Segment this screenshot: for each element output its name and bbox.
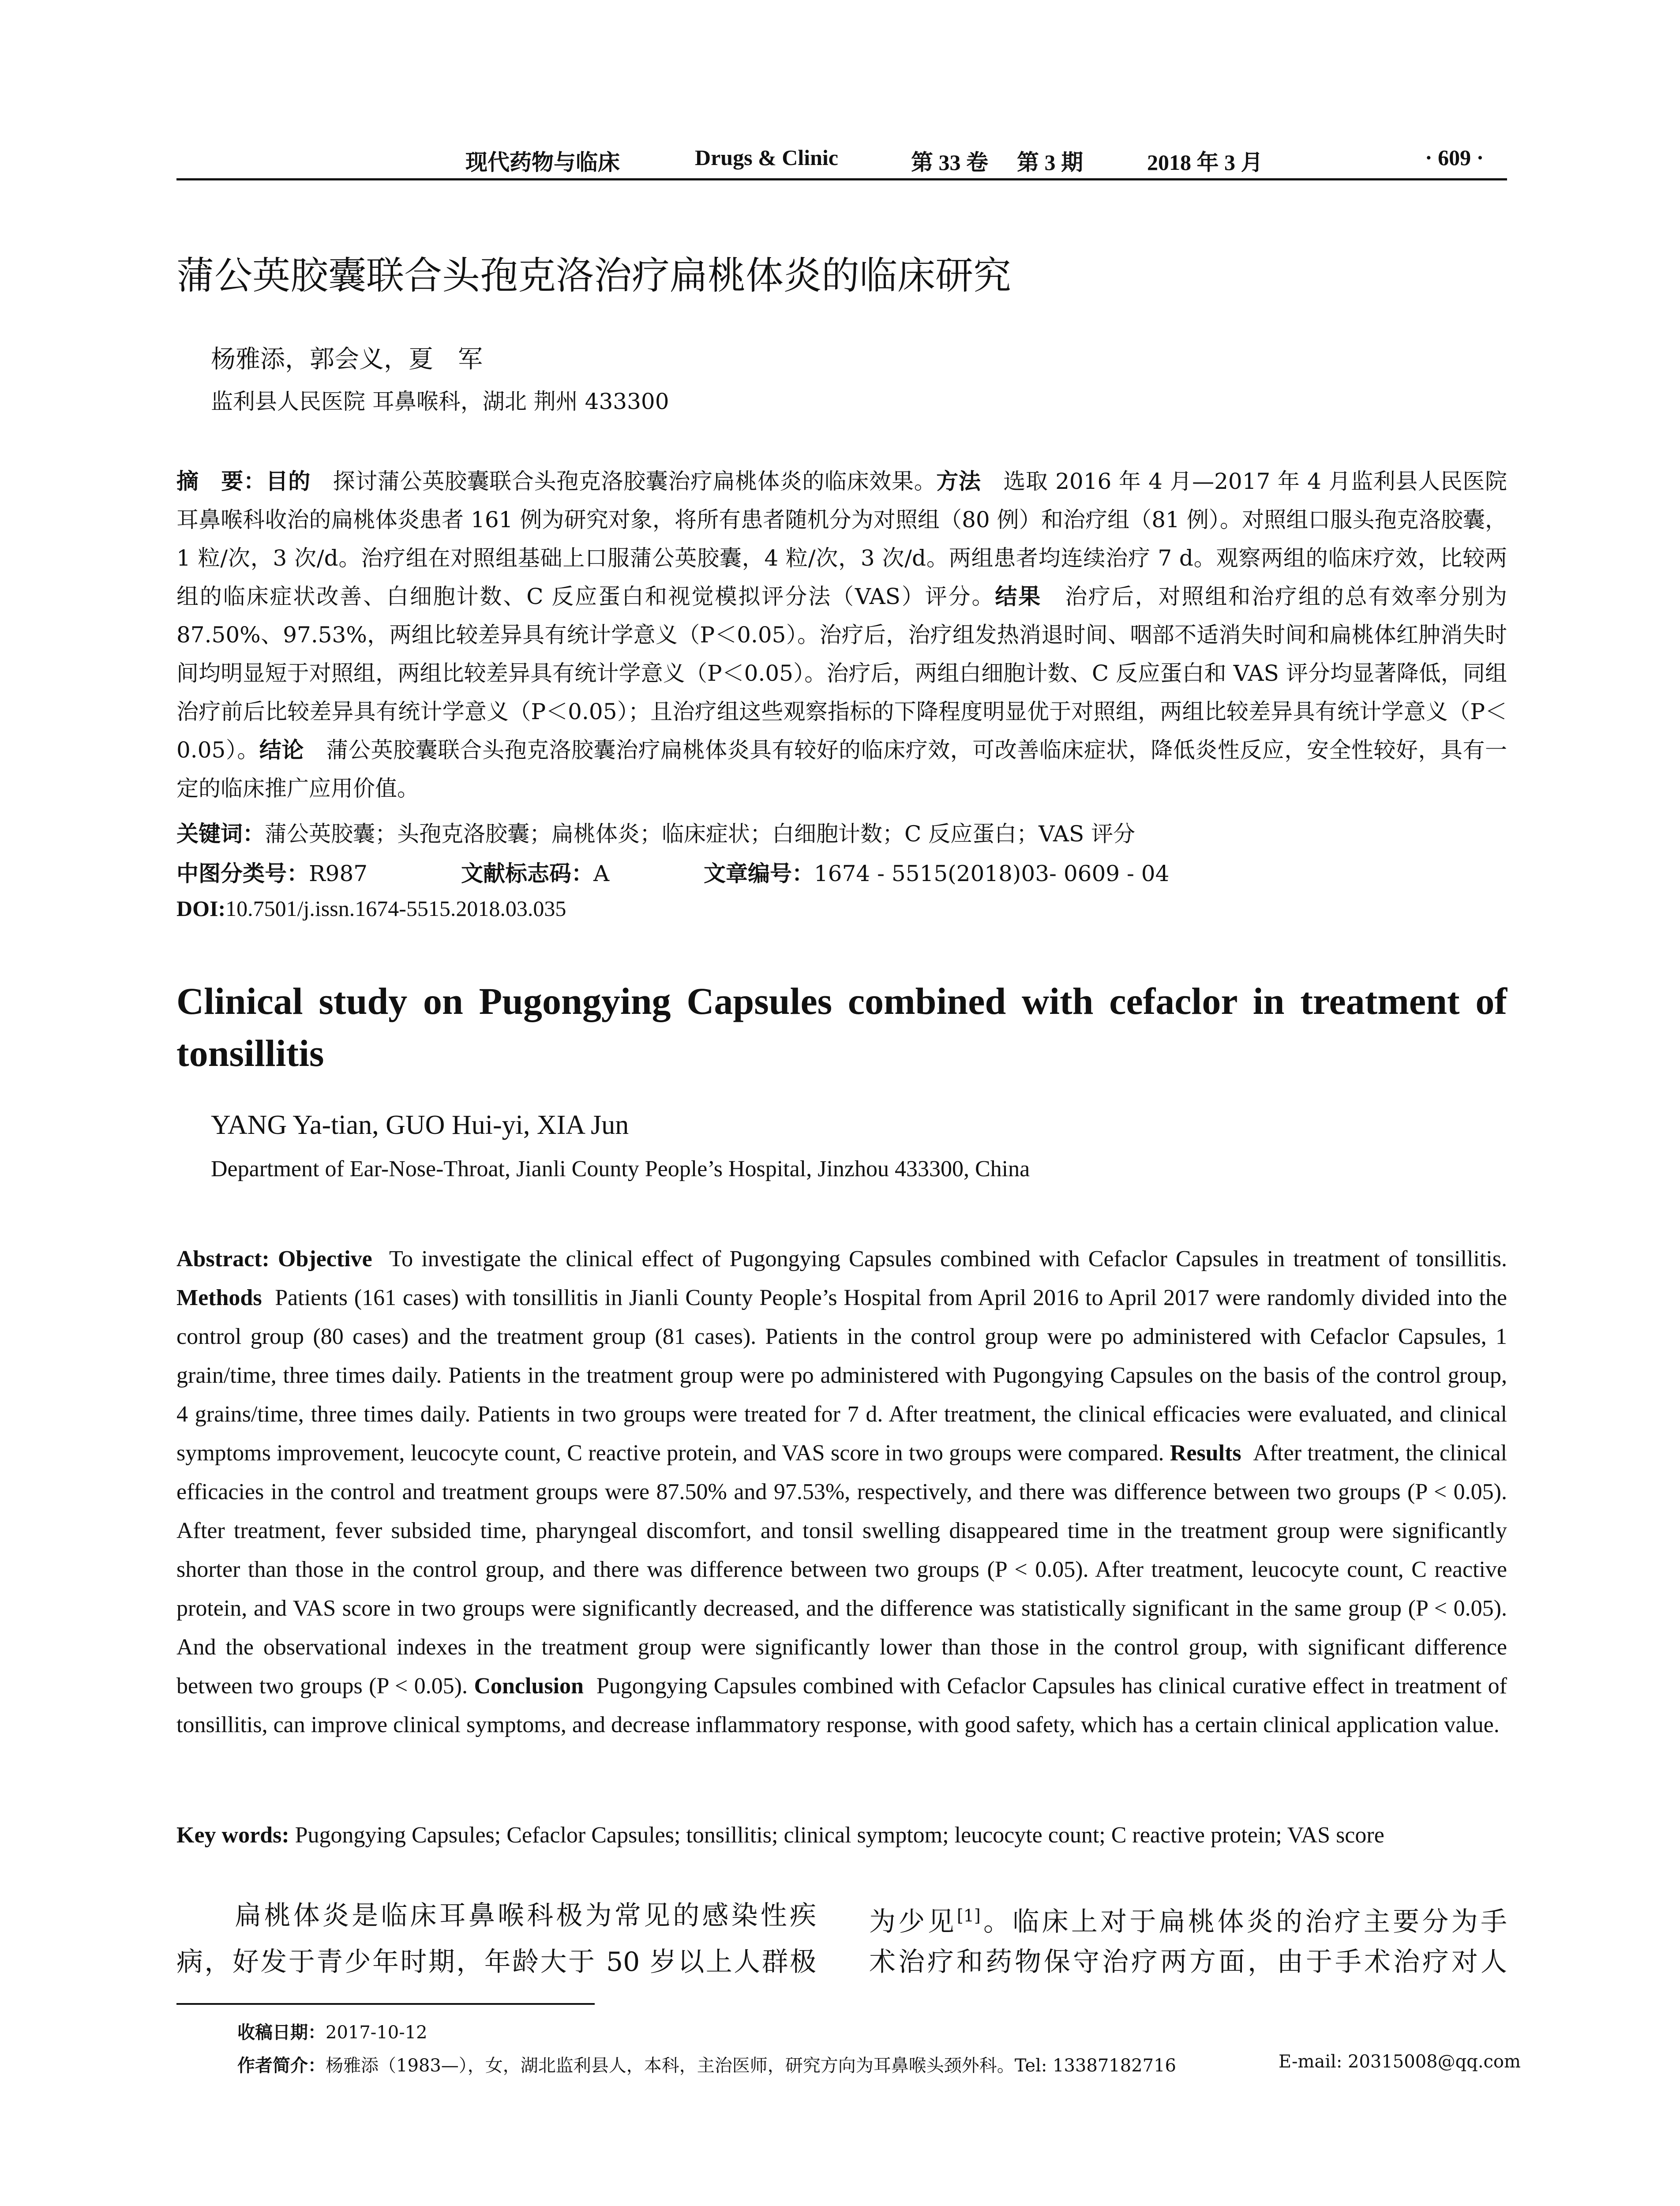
authors-en: YANG Ya-tian, GUO Hui-yi, XIA Jun — [211, 1110, 629, 1140]
article-number — [704, 856, 1169, 888]
conclusion-en-label: Conclusion — [474, 1673, 584, 1699]
objective-en: To investigate the clinical effect of Pugongying Capsules combined with Cefaclor Capsules in treatment of tonsillitis. — [389, 1246, 1508, 1272]
footnote-author — [237, 2052, 1521, 2077]
journal-issue: 第 3 期 — [1017, 150, 1083, 175]
body-line: 术治疗和药物保守治疗两方面，由于手术治疗对人 — [869, 1947, 1507, 1977]
article-label: 文章编号： — [704, 861, 814, 886]
journal-volume: 第 33 卷 — [911, 150, 988, 175]
doc-value: A — [593, 861, 610, 886]
running-header — [176, 140, 1507, 180]
affiliation-cn: 监利县人民医院 耳鼻喉科，湖北 荆州 433300 — [211, 389, 669, 414]
doi-label: DOI: — [176, 896, 226, 921]
journal-date: 2018 年 3 月 — [1147, 150, 1263, 175]
results-cn: 治疗后，对照组和治疗组的总有效率分别为 87.50%、97.53%，两组比较差异具有统计学意义（P＜0.05）。治疗后，治疗组发热消退时间、咽部不适消失时间和扁桃体红肿消失时间均明显短于对照组，两组比较差异具有统计学意义（P＜0.05）。治疗后，两组白细胞计数、C 反应蛋白和 VAS 评分均显著降低，同组治疗前后比较差异具有统计学意义（P＜0.05）；且治疗组这些观察指标的下降程度明显优于对照组，两组比较差异具有统计学意义（P＜0.05）。 — [176, 584, 1508, 763]
methods-en: Patients (161 cases) with tonsillitis in Jianli County People’s Hospital from April 2016 to April 2017 were randomly divided into the control group (80 cases) and the treatment group (81 cases). Patients in the control group were po administered with Cefaclor Capsules, 1 grain/time, three times daily. Patients in the treatment group were po administered with Pugongying Capsules on the basis of the control group, 4 grains/time, three times daily. Patients in two groups were treated for 7 d. After treatment, the clinical efficacies were evaluated, and clinical symptoms improvement, leucocyte count, C reactive protein, and VAS score in two groups were compared. — [176, 1285, 1508, 1466]
author-bio-label: 作者简介： — [237, 2056, 326, 2076]
keywords-en-text: Pugongying Capsules; Cefaclor Capsules; tonsillitis; clinical symptom; leucocyte count; C reactive protein; VAS score — [295, 1823, 1384, 1848]
author-email[interactable]: E-mail: 20315008@qq.com — [1279, 2052, 1521, 2072]
received-label: 收稿日期： — [237, 2022, 326, 2043]
doi-line — [176, 896, 566, 921]
journal-name-cn: 现代药物与临床 — [465, 150, 620, 175]
results-en-label: Results — [1170, 1441, 1241, 1466]
journal-name-en: Drugs & Clinic — [695, 145, 838, 170]
keywords-en-label: Key words: — [176, 1823, 289, 1848]
clc-code — [176, 856, 368, 888]
conclusion-cn-label: 结论 — [259, 737, 304, 763]
citation-ref[interactable]: [1] — [956, 1906, 981, 1925]
abstract-en-label: Abstract: Objective — [176, 1246, 372, 1272]
affiliation-en: Department of Ear-Nose-Throat, Jianli County People’s Hospital, Jinzhou 433300, China — [211, 1156, 1030, 1182]
body-column-right — [869, 1893, 1507, 1985]
author-bio: 杨雅添（1983—），女，湖北监利县人，本科，主治医师，研究方向为耳鼻喉头颈外科。Tel: 13387182716 — [326, 2056, 1176, 2076]
doc-code — [461, 856, 609, 888]
keywords-cn — [176, 816, 1507, 848]
header-rule — [176, 178, 1507, 180]
results-en: After treatment, the clinical efficacies in the control and treatment groups were 87.50% and 97.53%, respectively, and there was difference between two groups (P < 0.05). After treatment, fever subsided time, pharyngeal discomfort, and tonsil swelling disappeared time in the treatment group were significantly shorter than those in the control group, and there was difference between two groups (P < 0.05). After treatment, leucocyte count, C reactive protein, and VAS score in two groups were significantly decreased, and the difference was statistically significant in the same group (P < 0.05). And the observational indexes in the treatment group were significantly lower than those in the control group, with significant difference between two groups (P < 0.05). — [176, 1441, 1507, 1699]
body-column-left — [176, 1893, 816, 1985]
results-cn-label: 结果 — [995, 584, 1042, 609]
abstract-cn — [176, 462, 1507, 808]
body-text: 为少见 — [869, 1906, 957, 1937]
doi-value: 10.7501/j.issn.1674-5515.2018.03.035 — [225, 896, 566, 921]
title-en: Clinical study on Pugongying Capsules combined with cefaclor in treatment of tonsillitis — [176, 980, 1507, 1074]
page-number: · 609 · — [1425, 145, 1484, 170]
body-text: 。临床上对于扁桃体炎的治疗主要分为手 — [980, 1906, 1507, 1937]
abstract-en — [176, 1240, 1507, 1745]
footnote-received — [237, 2018, 428, 2044]
keywords-en — [176, 1822, 1507, 1848]
abstract-cn-label: 摘 要： — [176, 469, 266, 494]
doc-label: 文献标志码： — [461, 861, 593, 886]
objective-cn-label: 目的 — [266, 469, 311, 494]
keywords-cn-text: 蒲公英胶囊；头孢克洛胶囊；扁桃体炎；临床症状；白细胞计数；C 反应蛋白；VAS 评分 — [265, 821, 1136, 847]
body-line: 病，好发于青少年时期，年龄大于 50 岁以上人群极 — [176, 1947, 816, 1977]
body-line: 扁桃体炎是临床耳鼻喉科极为常见的感染性疾 — [176, 1900, 816, 1931]
methods-cn: 选取 2016 年 4 月—2017 年 4 月监利县人民医院耳鼻喉科收治的扁桃体炎患者 161 例为研究对象，将所有患者随机分为对照组（80 例）和治疗组（81 例）。对照组口服头孢克洛胶囊，1 粒/次，3 次/d。治疗组在对照组基础上口服蒲公英胶囊，4 粒/次，3 次/d。两组患者均连续治疗 7 d。观察两组的临床疗效，比较两组的临床症状改善、白细胞计数、C 反应蛋白和视觉模拟评分法（VAS）评分。 — [176, 469, 1508, 609]
body-line — [869, 1893, 1507, 1939]
keywords-cn-label: 关键词： — [176, 821, 265, 847]
methods-cn-label: 方法 — [936, 469, 981, 494]
clc-value: R987 — [309, 861, 368, 886]
received-date: 2017-10-12 — [326, 2022, 428, 2043]
objective-cn: 探讨蒲公英胶囊联合头孢克洛胶囊治疗扁桃体炎的临床效果。 — [333, 469, 937, 494]
title-cn: 蒲公英胶囊联合头孢克洛治疗扁桃体炎的临床研究 — [176, 254, 1011, 298]
footnote-rule — [176, 2003, 595, 2005]
authors-cn: 杨雅添，郭会义，夏 军 — [211, 345, 483, 374]
clc-label: 中图分类号： — [176, 861, 309, 886]
conclusion-en: Pugongying Capsules combined with Cefaclor Capsules has clinical curative effect in treatment of tonsillitis, can improve clinical symptoms, and decrease inflammatory response, with good safety, which has a certain clinical application value. — [176, 1673, 1507, 1737]
conclusion-cn: 蒲公英胶囊联合头孢克洛胶囊治疗扁桃体炎具有较好的临床疗效，可改善临床症状，降低炎性反应，安全性较好，具有一定的临床推广应用价值。 — [176, 737, 1508, 801]
article-value: 1674 - 5515(2018)03- 0609 - 04 — [814, 861, 1170, 886]
methods-en-label: Methods — [176, 1285, 262, 1310]
